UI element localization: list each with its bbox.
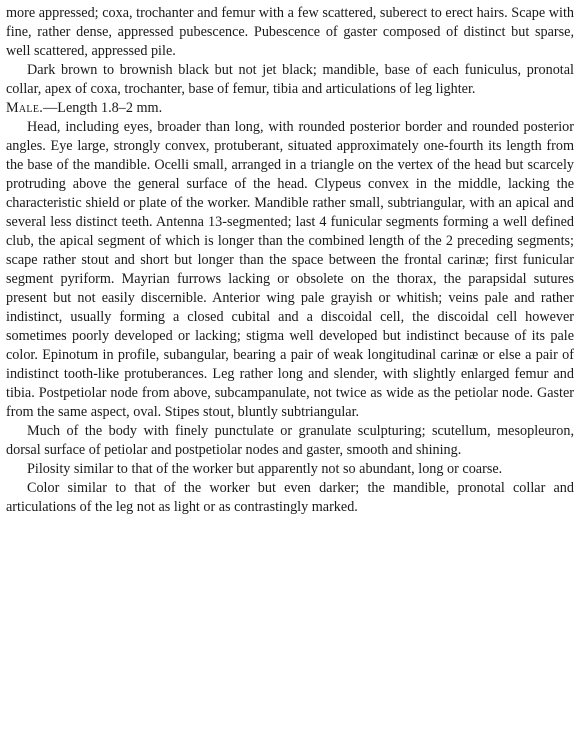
paragraph-male-sculpture: Much of the body with finely punctulate or granulate sculpturing; scutellum, mesopleuron, dorsal surface of petiolar and postpetiolar nodes and gaster, smooth and shining.	[6, 423, 574, 458]
paragraph-male-pilosity: Pilosity similar to that of the worker but apparently not so abundant, long or coarse.	[27, 461, 503, 477]
male-length: —Length 1.8–2 mm.	[43, 100, 163, 116]
paragraph-male-description: Head, including eyes, broader than long, with rounded posterior border and rounded posterior angles. Eye large, strongly convex, protuberant, situated approximately one-fourth its length from the base of the mandible. Ocelli small, arranged in a triangle on the vertex of the head but scarcely protruding above the general surface of the head. Clypeus convex in the middle, lacking the characteristic shield or plate of the worker. Mandible rather small, subtriangular, with an apical and several less distinct teeth. Antenna 13-segmented; last 4 funicular segments forming a well defined club, the apical segment of which is longer than the combined length of the 2 preceding segments; scape rather stout and short but longer than the space between the frontal carinæ; first funicular segment pyriform. Mayrian furrows lacking or obsolete on the thorax, the parapsidal sutures present but not easily discernible. Anterior wing pale grayish or whitish; veins pale and rather indistinct, usually forming a closed cubital and a discoidal cell, the discoidal cell however sometimes poorly developed or lacking; stigma well developed but indistinct because of its pale color. Epinotum in profile, subangular, bearing a pair of weak longitudinal carinæ or else a pair of indistinct tooth-like protuberances. Leg rather long and slender, with slightly enlarged femur and tibia. Postpetiolar node from above, subcampanulate, not twice as wide as the petiolar node. Gaster from the same aspect, oval. Stipes stout, bluntly subtriangular.	[6, 119, 574, 420]
paragraph-male-color: Color similar to that of the worker but even darker; the mandible, pronotal collar and articulations of the leg not as light or as contrastingly marked.	[6, 480, 574, 515]
paragraph-male-heading	[6, 99, 574, 118]
paragraph-pubescence-continued: more appressed; coxa, trochanter and femur with a few scattered, suberect to erect hairs. Scape with fine, rather dense, appressed pubescence. Pubescence of gaster composed of distinct but sparse, well scattered, appressed pile.	[6, 5, 574, 59]
paragraph-worker-color: Dark brown to brownish black but not jet black; mandible, base of each funiculus, pronotal collar, apex of coxa, trochanter, base of femur, tibia and articulations of leg lighter.	[6, 62, 574, 97]
male-section-heading: Male.	[6, 100, 44, 116]
